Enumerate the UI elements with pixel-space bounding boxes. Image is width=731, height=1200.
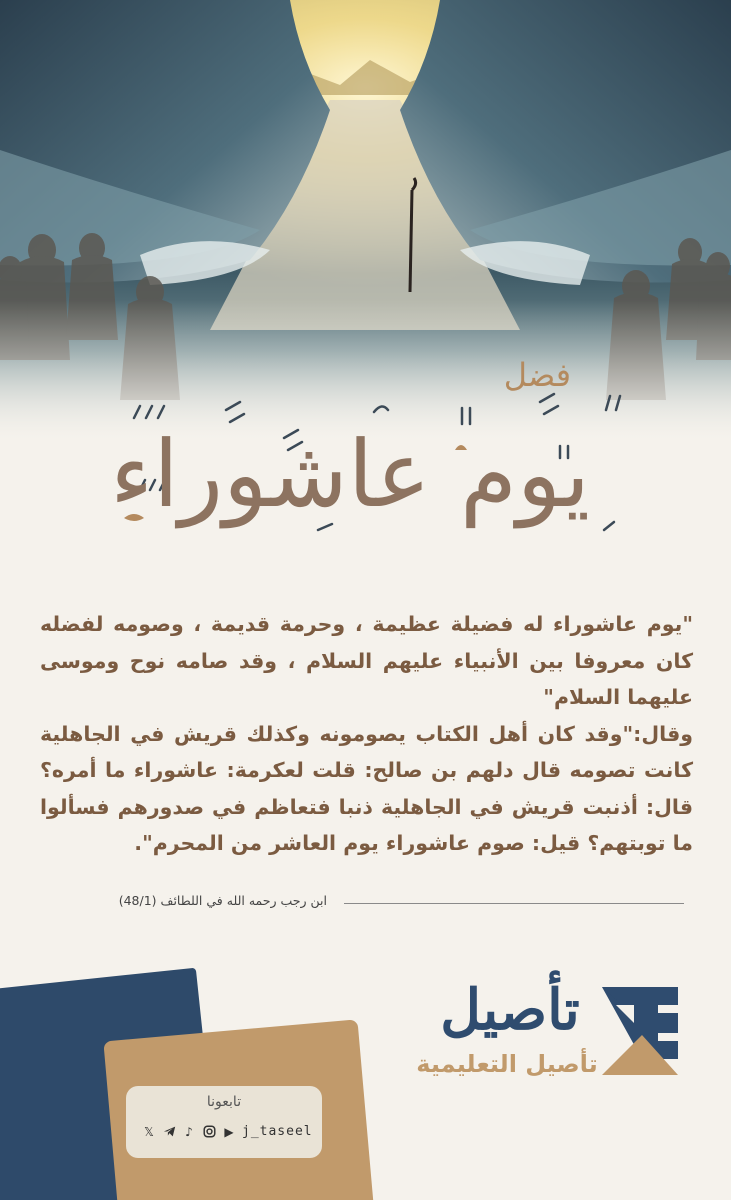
follow-us-label: تابعونا	[206, 1094, 242, 1110]
scene-illustration	[0, 0, 731, 440]
sea-parting-image	[0, 0, 731, 440]
social-handle[interactable]: j_taseel	[242, 1124, 313, 1139]
tiktok-icon[interactable]: ♪	[185, 1124, 193, 1139]
brand-logo-mark	[598, 983, 684, 1079]
quote-source: ابن رجب رحمه الله في اللطائف (48/1)	[118, 893, 327, 908]
title-prefix: فضل	[503, 356, 571, 394]
social-links	[142, 1124, 313, 1139]
telegram-icon[interactable]	[162, 1125, 176, 1139]
quote-paragraph-1: "يوم عاشوراء له فضيلة عظيمة ، وحرمة قديمة ، وصومه لفضله كان معروفا بين الأنبياء عليهم السلام ، وقد صامه نوح وموسى عليهما السلام"	[40, 612, 693, 709]
youtube-icon[interactable]: ▶	[224, 1124, 234, 1139]
quote-block	[40, 606, 693, 862]
instagram-icon[interactable]	[202, 1125, 216, 1139]
follow-us-box	[126, 1086, 322, 1158]
x-icon[interactable]: 𝕏	[144, 1124, 154, 1139]
quote-paragraph-2: وقال:"وقد كان أهل الكتاب يصومونه وكذلك قريش في الجاهلية كانت تصومه قال دلهم بن صالح: قلت لعكرمة: عاشوراء ما أمره؟ قال: أذنبت قريش في الجاهلية ذنبا فتعاظم في صدورهم فسألوا ما توبتهم؟ قيل: صوم عاشوراء يوم العاشر من المحرم".	[40, 721, 693, 855]
brand-name: تأصيل	[440, 977, 580, 1043]
brand-subtitle: تأصيل التعليمية	[416, 1050, 598, 1078]
source-divider	[344, 903, 684, 904]
page-title: يوم عاشوراء	[109, 421, 591, 528]
